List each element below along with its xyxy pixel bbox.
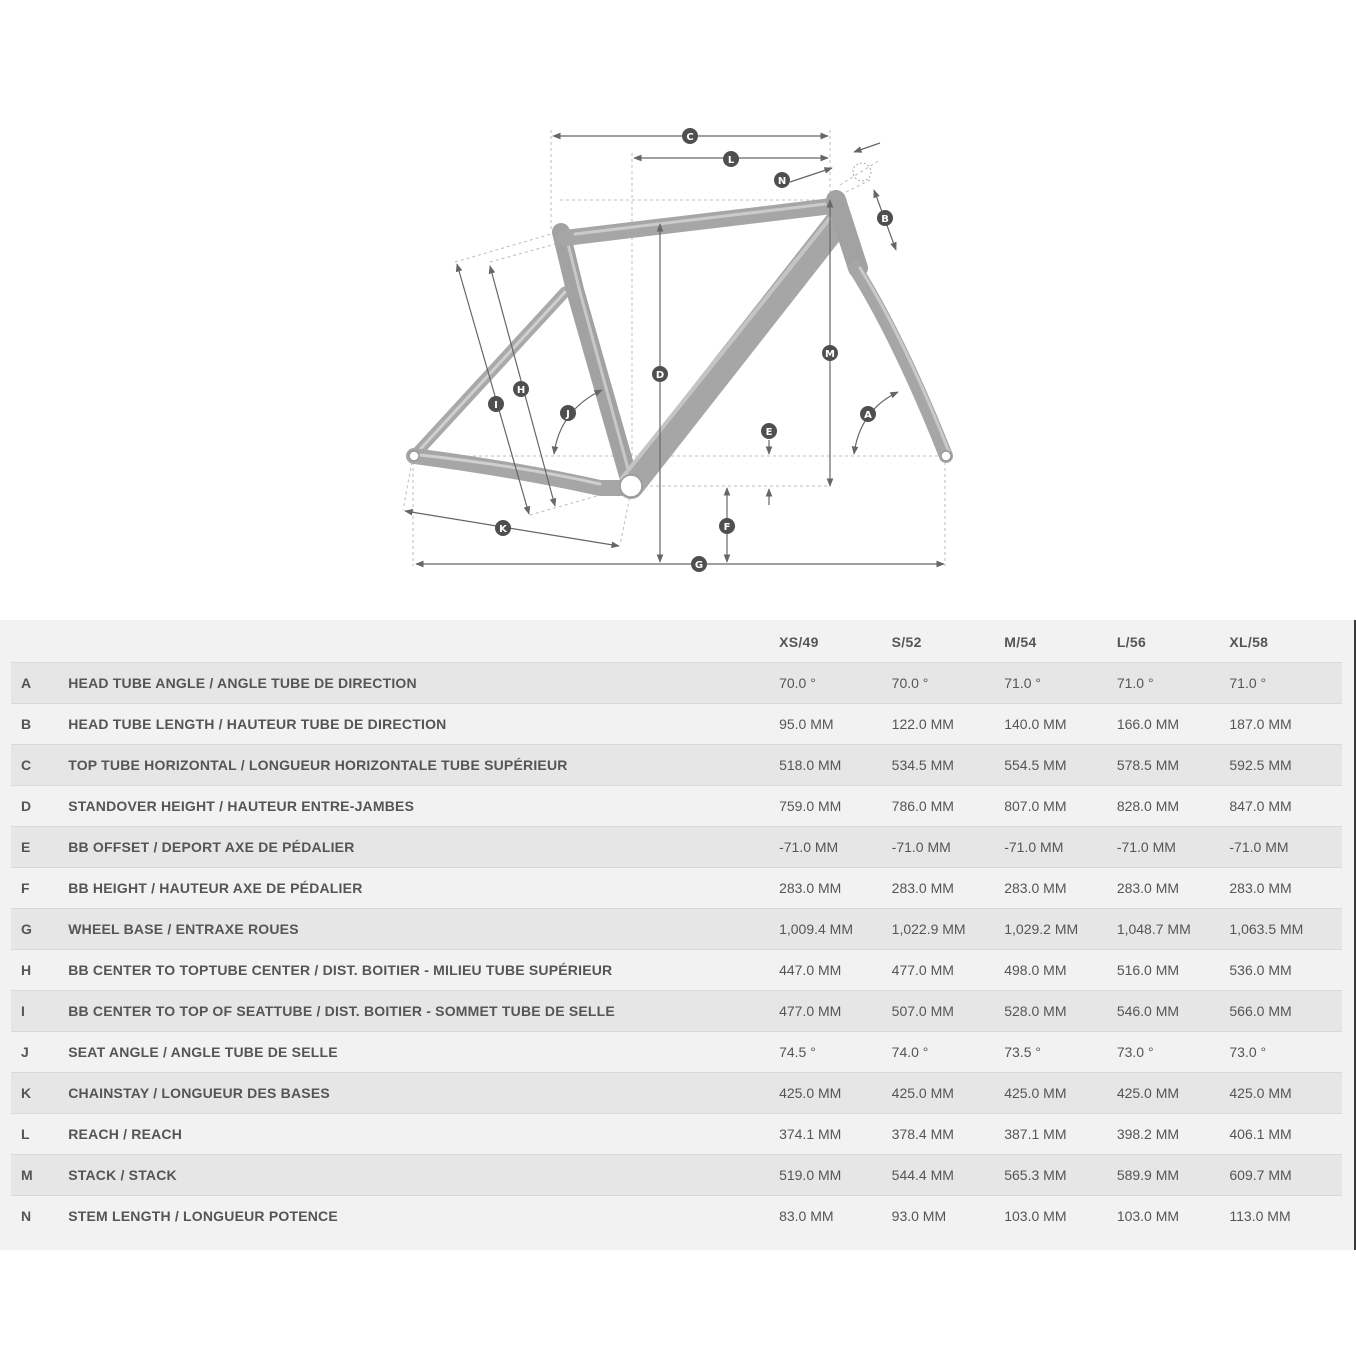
- row-value: 1,029.2 MM: [1004, 909, 1117, 950]
- row-value: 425.0 MM: [1229, 1073, 1342, 1114]
- row-label: HEAD TUBE LENGTH / HAUTEUR TUBE DE DIRECTION: [68, 704, 779, 745]
- row-label: STACK / STACK: [68, 1155, 779, 1196]
- row-value: 565.3 MM: [1004, 1155, 1117, 1196]
- row-value: 74.0 °: [892, 1032, 1005, 1073]
- svg-text:J: J: [566, 409, 570, 420]
- badge-l: [723, 151, 739, 167]
- row-value: 477.0 MM: [892, 950, 1005, 991]
- row-value: 546.0 MM: [1117, 991, 1230, 1032]
- table-row: [11, 909, 1342, 950]
- row-value: 187.0 MM: [1229, 704, 1342, 745]
- row-value: 283.0 MM: [1004, 868, 1117, 909]
- row-value: 1,022.9 MM: [892, 909, 1005, 950]
- row-value: 425.0 MM: [779, 1073, 892, 1114]
- svg-text:C: C: [686, 132, 694, 143]
- row-key: N: [11, 1196, 68, 1237]
- svg-text:H: H: [516, 385, 526, 396]
- row-value: 609.7 MM: [1229, 1155, 1342, 1196]
- rear-axle-circle: [409, 451, 419, 461]
- row-value: 516.0 MM: [1117, 950, 1230, 991]
- row-value: 70.0 °: [892, 663, 1005, 704]
- table-row: [11, 704, 1342, 745]
- row-label: CHAINSTAY / LONGUEUR DES BASES: [68, 1073, 779, 1114]
- row-label: HEAD TUBE ANGLE / ANGLE TUBE DE DIRECTION: [68, 663, 779, 704]
- badge-j: [560, 405, 576, 421]
- geometry-table-panel: [0, 620, 1356, 1250]
- row-value: 122.0 MM: [892, 704, 1005, 745]
- row-value: 477.0 MM: [779, 991, 892, 1032]
- header-label-cell: [68, 622, 779, 663]
- frame-tubes: [414, 200, 949, 488]
- badge-d: [652, 366, 668, 382]
- row-value: 578.5 MM: [1117, 745, 1230, 786]
- stem-clamp-circle: [853, 163, 871, 181]
- row-key: M: [11, 1155, 68, 1196]
- row-key: E: [11, 827, 68, 868]
- row-label: REACH / REACH: [68, 1114, 779, 1155]
- row-value: 592.5 MM: [1229, 745, 1342, 786]
- row-key: I: [11, 991, 68, 1032]
- table-row: [11, 1073, 1342, 1114]
- row-key: K: [11, 1073, 68, 1114]
- row-value: -71.0 MM: [1004, 827, 1117, 868]
- size-header-xl: XL/58: [1229, 634, 1269, 650]
- row-key: H: [11, 950, 68, 991]
- row-key: F: [11, 868, 68, 909]
- badge-c: [682, 128, 698, 144]
- front-axle-circle: [941, 451, 951, 461]
- badge-n: [774, 172, 790, 188]
- table-row: [11, 991, 1342, 1032]
- table-row: [11, 745, 1342, 786]
- row-value: 103.0 MM: [1004, 1196, 1117, 1237]
- row-value: 519.0 MM: [779, 1155, 892, 1196]
- badge-k: [495, 520, 511, 536]
- svg-text:E: E: [765, 427, 773, 438]
- svg-text:G: G: [694, 560, 704, 571]
- row-value: 507.0 MM: [892, 991, 1005, 1032]
- svg-text:L: L: [727, 155, 735, 166]
- row-value: 378.4 MM: [892, 1114, 1005, 1155]
- row-label: TOP TUBE HORIZONTAL / LONGUEUR HORIZONTALE TUBE SUPÉRIEUR: [68, 745, 779, 786]
- svg-text:B: B: [881, 214, 889, 225]
- row-value: 113.0 MM: [1229, 1196, 1342, 1237]
- row-value: 283.0 MM: [1229, 868, 1342, 909]
- row-value: 406.1 MM: [1229, 1114, 1342, 1155]
- svg-text:M: M: [825, 349, 835, 360]
- size-header-s: S/52: [891, 634, 922, 650]
- badge-i: [488, 396, 504, 412]
- row-value: 425.0 MM: [1117, 1073, 1230, 1114]
- row-value: -71.0 MM: [892, 827, 1005, 868]
- row-value: 74.5 °: [779, 1032, 892, 1073]
- row-key: D: [11, 786, 68, 827]
- svg-text:K: K: [499, 524, 507, 535]
- row-key: C: [11, 745, 68, 786]
- row-label: SEAT ANGLE / ANGLE TUBE DE SELLE: [68, 1032, 779, 1073]
- table-header-row: [11, 622, 1342, 663]
- row-label: BB HEIGHT / HAUTEUR AXE DE PÉDALIER: [68, 868, 779, 909]
- row-label: BB CENTER TO TOPTUBE CENTER / DIST. BOITIER - MILIEU TUBE SUPÉRIEUR: [68, 950, 779, 991]
- bottom-bracket-circle: [620, 475, 642, 497]
- header-key-cell: [11, 622, 68, 663]
- row-value: 1,048.7 MM: [1117, 909, 1230, 950]
- row-value: 807.0 MM: [1004, 786, 1117, 827]
- row-key: L: [11, 1114, 68, 1155]
- row-value: -71.0 MM: [1229, 827, 1342, 868]
- table-row: [11, 950, 1342, 991]
- row-label: BB OFFSET / DEPORT AXE DE PÉDALIER: [68, 827, 779, 868]
- frame-geometry-diagram: [0, 0, 1356, 610]
- table-row: [11, 786, 1342, 827]
- row-value: 554.5 MM: [1004, 745, 1117, 786]
- svg-text:F: F: [723, 522, 731, 533]
- row-label: BB CENTER TO TOP OF SEATTUBE / DIST. BOITIER - SOMMET TUBE DE SELLE: [68, 991, 779, 1032]
- badge-a: [860, 406, 876, 422]
- row-value: 103.0 MM: [1117, 1196, 1230, 1237]
- row-value: 447.0 MM: [779, 950, 892, 991]
- row-key: J: [11, 1032, 68, 1073]
- row-value: -71.0 MM: [779, 827, 892, 868]
- row-value: 95.0 MM: [779, 704, 892, 745]
- row-value: 71.0 °: [1229, 663, 1342, 704]
- construction-lines: [403, 130, 945, 566]
- row-key: A: [11, 663, 68, 704]
- svg-text:D: D: [655, 370, 665, 381]
- table-row: [11, 1155, 1342, 1196]
- table-row: [11, 663, 1342, 704]
- row-key: B: [11, 704, 68, 745]
- table-row: [11, 1032, 1342, 1073]
- row-value: 73.0 °: [1117, 1032, 1230, 1073]
- row-value: 528.0 MM: [1004, 991, 1117, 1032]
- row-value: 518.0 MM: [779, 745, 892, 786]
- row-value: 425.0 MM: [1004, 1073, 1117, 1114]
- table-row: [11, 827, 1342, 868]
- row-value: 1,063.5 MM: [1229, 909, 1342, 950]
- row-label: STANDOVER HEIGHT / HAUTEUR ENTRE-JAMBES: [68, 786, 779, 827]
- bike-frame-svg: [0, 0, 1356, 610]
- row-value: 498.0 MM: [1004, 950, 1117, 991]
- svg-text:A: A: [864, 410, 872, 421]
- row-value: 93.0 MM: [892, 1196, 1005, 1237]
- row-value: 398.2 MM: [1117, 1114, 1230, 1155]
- row-value: 140.0 MM: [1004, 704, 1117, 745]
- row-value: 283.0 MM: [779, 868, 892, 909]
- badge-f: [719, 518, 735, 534]
- size-header-m: M/54: [1004, 634, 1037, 650]
- row-value: 828.0 MM: [1117, 786, 1230, 827]
- size-header-l: L/56: [1116, 634, 1147, 650]
- row-value: 283.0 MM: [1117, 868, 1230, 909]
- row-value: 425.0 MM: [892, 1073, 1005, 1114]
- row-value: 566.0 MM: [1229, 991, 1342, 1032]
- row-value: 374.1 MM: [779, 1114, 892, 1155]
- badge-h: [513, 381, 529, 397]
- svg-text:I: I: [494, 400, 498, 411]
- badge-e: [761, 423, 777, 439]
- badge-m: [822, 345, 838, 361]
- row-label: STEM LENGTH / LONGUEUR POTENCE: [68, 1196, 779, 1237]
- row-value: 83.0 MM: [779, 1196, 892, 1237]
- row-value: 1,009.4 MM: [779, 909, 892, 950]
- row-value: 536.0 MM: [1229, 950, 1342, 991]
- row-value: 759.0 MM: [779, 786, 892, 827]
- row-value: 73.0 °: [1229, 1032, 1342, 1073]
- row-value: -71.0 MM: [1117, 827, 1230, 868]
- badge-b: [877, 210, 893, 226]
- row-label: WHEEL BASE / ENTRAXE ROUES: [68, 909, 779, 950]
- row-value: 166.0 MM: [1117, 704, 1230, 745]
- table-row: [11, 1114, 1342, 1155]
- table-row: [11, 1196, 1342, 1237]
- row-value: 786.0 MM: [892, 786, 1005, 827]
- size-header-xs: XS/49: [779, 634, 819, 650]
- row-value: 534.5 MM: [892, 745, 1005, 786]
- row-value: 70.0 °: [779, 663, 892, 704]
- badge-g: [691, 556, 707, 572]
- row-value: 544.4 MM: [892, 1155, 1005, 1196]
- row-value: 71.0 °: [1117, 663, 1230, 704]
- row-value: 847.0 MM: [1229, 786, 1342, 827]
- row-value: 73.5 °: [1004, 1032, 1117, 1073]
- svg-text:N: N: [777, 176, 787, 187]
- geometry-table: [11, 622, 1342, 1236]
- table-row: [11, 868, 1342, 909]
- row-value: 387.1 MM: [1004, 1114, 1117, 1155]
- row-value: 589.9 MM: [1117, 1155, 1230, 1196]
- row-value: 71.0 °: [1004, 663, 1117, 704]
- row-key: G: [11, 909, 68, 950]
- row-value: 283.0 MM: [892, 868, 1005, 909]
